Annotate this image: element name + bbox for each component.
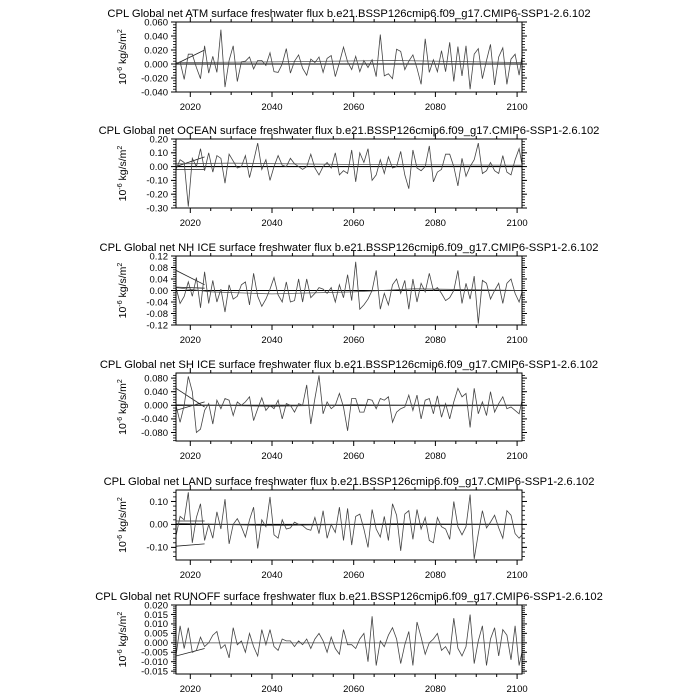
panel-title: CPL Global net LAND surface freshwater flux b.e21.BSSP126cmip6.f09_g17.CMIP6-SSP1-2.6.102 (103, 476, 595, 488)
x-tick-label: 2060 (343, 218, 365, 229)
y-axis-label-unit: kg/s/m (117, 33, 129, 67)
x-tick-label: 2020 (179, 335, 201, 346)
plot-area (176, 375, 523, 432)
panel-1 (107, 8, 590, 113)
series-line (176, 30, 523, 89)
y-axis-label-exp: -6 (117, 416, 124, 424)
x-tick-label: 2060 (343, 335, 365, 346)
y-axis-label-exp: -6 (117, 66, 124, 74)
y-axis-label-base: 10 (117, 189, 129, 202)
y-tick-label: -0.10 (146, 542, 168, 554)
y-axis-label-base: 10 (117, 73, 129, 85)
series-line (176, 492, 523, 559)
y-axis-label-unit-exp: 2 (117, 145, 124, 150)
x-tick-label: 2060 (343, 684, 365, 695)
series-line (176, 262, 523, 324)
x-tick-label: 2040 (261, 684, 283, 695)
x-tick-label: 2100 (506, 684, 528, 695)
series-line (176, 615, 523, 666)
y-tick-label: 0.020 (144, 45, 168, 57)
y-axis-label (117, 146, 129, 202)
y-tick-label: 0.10 (149, 148, 168, 160)
x-tick-label: 2020 (179, 451, 201, 462)
x-tick-label: 2100 (506, 335, 528, 346)
x-tick-label: 2040 (261, 102, 283, 113)
y-axis-label-unit-exp: 2 (117, 379, 124, 384)
plot-area (176, 30, 523, 90)
x-tick-label: 2100 (506, 570, 528, 581)
y-axis-label-base: 10 (117, 423, 129, 435)
y-tick-label: 0.000 (144, 638, 168, 650)
y-axis-label (117, 497, 129, 553)
plot-area (176, 614, 523, 665)
x-tick-label: 2080 (424, 218, 446, 229)
y-axis-label-exp: -6 (117, 300, 124, 307)
y-tick-label: -0.040 (141, 414, 168, 426)
x-tick-label: 2080 (424, 570, 446, 581)
plot-border (176, 139, 522, 208)
panel-title: CPL Global net OCEAN surface freshwater flux b.e21.BSSP126cmip6.f09_g17.CMIP6-SSP1-2.6.102 (98, 125, 600, 137)
x-tick-label: 2100 (506, 218, 528, 229)
x-tick-label: 2080 (424, 684, 446, 695)
y-tick-label: 0.10 (149, 496, 168, 508)
y-tick-label: 0.20 (149, 134, 168, 146)
y-axis-label (117, 263, 129, 319)
y-tick-label: 0.12 (149, 251, 168, 263)
x-tick-label: 2060 (343, 570, 365, 581)
overlay-line-early-segment (176, 388, 205, 407)
x-tick-label: 2100 (506, 451, 528, 462)
x-tick-label: 2080 (424, 102, 446, 113)
y-axis-label-base: 10 (117, 541, 129, 553)
x-tick-label: 2060 (343, 102, 365, 113)
y-axis-label (117, 29, 129, 85)
plot-area (176, 492, 523, 559)
x-tick-label: 2040 (261, 570, 283, 581)
y-tick-label: 0.000 (144, 400, 168, 412)
y-axis-label-unit-exp: 2 (117, 29, 124, 34)
overlay-line-early-segment (176, 544, 205, 546)
panel-5 (104, 476, 595, 581)
panel-title: CPL Global net SH ICE surface freshwater flux b.e21.BSSP126cmip6.f09_g17.CMIP6-SSP1-2.6.102 (99, 359, 599, 371)
y-tick-label: -0.08 (146, 308, 168, 320)
y-tick-label: 0.040 (144, 387, 168, 398)
y-tick-label: 0.08 (149, 262, 168, 274)
panel-title: CPL Global net ATM surface freshwater flux b.e21.BSSP126cmip6.f09_g17.CMIP6-SSP1-2.6.102 (107, 8, 591, 20)
y-tick-label: 0.000 (144, 59, 168, 71)
x-tick-label: 2100 (506, 102, 528, 113)
y-tick-label: -0.10 (146, 175, 168, 187)
y-axis-label-unit: kg/s/m (117, 615, 129, 650)
x-tick-label: 2020 (179, 570, 201, 581)
y-axis-label-unit: kg/s/m (117, 501, 129, 535)
y-axis-label (117, 612, 129, 668)
y-tick-label: 0.015 (144, 609, 168, 621)
y-tick-label: 0.010 (144, 619, 168, 631)
y-tick-label: 0.020 (144, 600, 168, 612)
y-tick-label: 0.080 (144, 373, 168, 385)
y-tick-label: 0.060 (144, 17, 168, 29)
overlay-line-early-segment (176, 649, 205, 657)
y-axis-label-unit-exp: 2 (117, 611, 124, 616)
panel-title: CPL Global net NH ICE surface freshwater flux b.e21.BSSP126cmip6.f09_g17.CMIP6-SSP1-2.6.102 (99, 242, 599, 254)
plot-area (176, 262, 523, 324)
y-axis-label-exp: -6 (117, 649, 124, 656)
overlay-line-early-segment-2 (176, 402, 205, 411)
x-tick-label: 2040 (261, 451, 283, 462)
x-tick-label: 2020 (179, 218, 201, 229)
y-tick-label: -0.010 (141, 657, 168, 669)
y-tick-label: -0.040 (141, 87, 168, 99)
panel-4 (100, 359, 598, 462)
y-tick-label: -0.005 (141, 647, 168, 659)
y-tick-label: -0.080 (141, 427, 168, 439)
panel-6 (95, 591, 603, 695)
panel-3 (100, 242, 599, 346)
y-axis-label-unit: kg/s/m (117, 149, 129, 184)
x-tick-label: 2040 (261, 218, 283, 229)
y-axis-label (117, 379, 129, 435)
x-tick-label: 2020 (179, 102, 201, 113)
y-tick-label: -0.015 (141, 666, 168, 678)
y-tick-label: 0.04 (149, 274, 168, 286)
panel-2 (99, 125, 600, 229)
plot-area (176, 143, 523, 207)
series-line (176, 375, 523, 432)
plot-border (176, 373, 522, 441)
overlay-line-early-segment-2 (176, 157, 205, 167)
y-axis-label-unit: kg/s/m (117, 266, 129, 301)
x-tick-label: 2080 (424, 335, 446, 346)
x-tick-label: 2020 (179, 684, 201, 695)
y-tick-label: 0.00 (149, 519, 168, 531)
y-tick-label: 0.040 (144, 31, 168, 43)
y-tick-label: -0.30 (146, 203, 168, 215)
y-axis-label-unit: kg/s/m (117, 383, 129, 417)
y-axis-label-exp: -6 (117, 183, 124, 190)
x-tick-label: 2060 (343, 451, 365, 462)
y-axis-label-unit-exp: 2 (117, 262, 124, 267)
y-axis-label-base: 10 (117, 655, 129, 668)
y-tick-label: 0.00 (149, 285, 168, 297)
y-tick-label: -0.04 (146, 297, 168, 309)
x-tick-label: 2040 (261, 335, 283, 346)
overlay-line-early-segment (176, 270, 205, 284)
plot-border (176, 22, 522, 92)
x-tick-label: 2080 (424, 451, 446, 462)
y-tick-label: -0.020 (141, 73, 168, 85)
y-tick-label: 0.00 (149, 161, 168, 173)
y-tick-label: -0.12 (146, 320, 168, 332)
overlay-line-mean (176, 61, 521, 63)
y-tick-label: -0.20 (146, 189, 168, 201)
y-tick-label: 0.005 (144, 628, 168, 640)
panel-title: CPL Global net RUNOFF surface freshwater flux b.e21.BSSP126cmip6.f09_g17.CMIP6-SSP1-2.6.102 (95, 591, 603, 603)
series-line (176, 143, 523, 207)
y-axis-label-base: 10 (117, 306, 129, 319)
y-axis-label-unit-exp: 2 (117, 497, 124, 502)
y-axis-label-exp: -6 (117, 534, 124, 542)
